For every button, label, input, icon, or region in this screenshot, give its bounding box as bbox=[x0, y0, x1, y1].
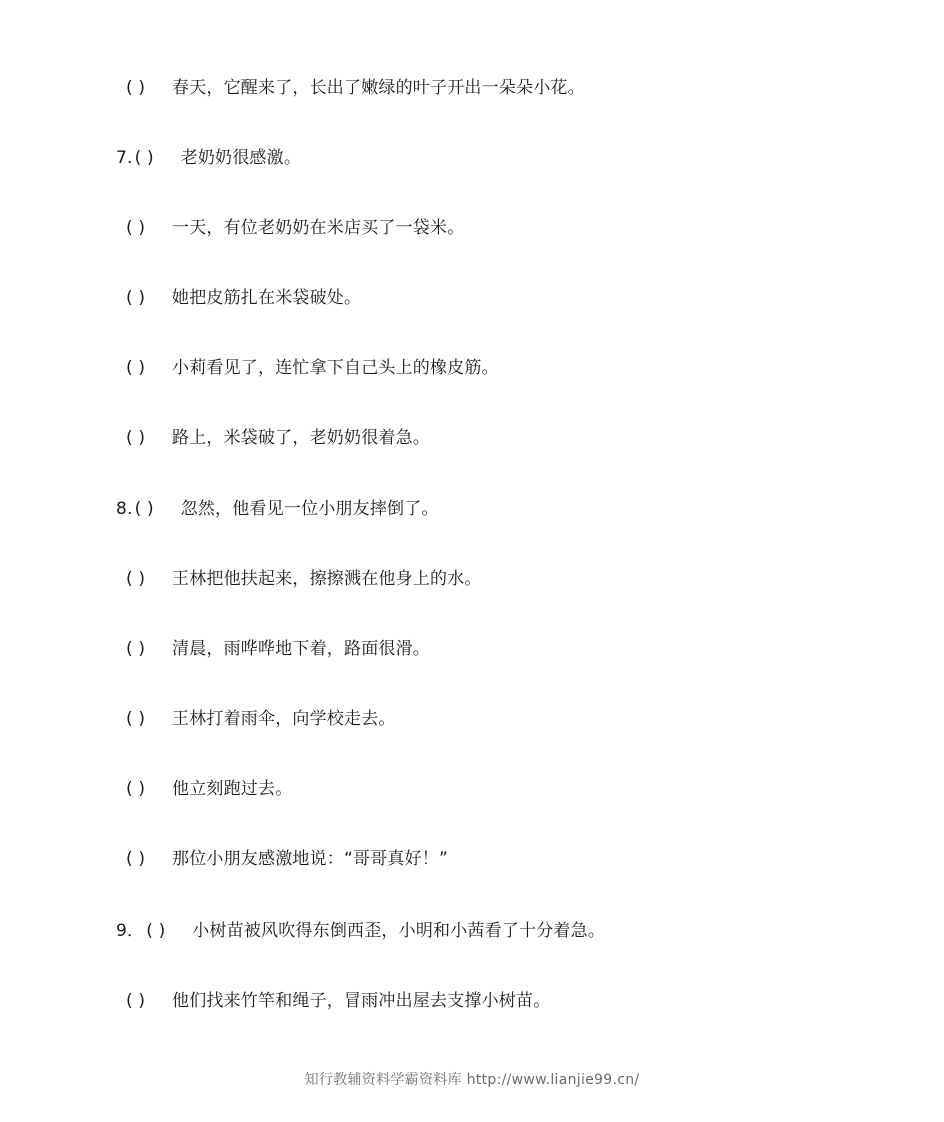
sentence-line bbox=[116, 919, 605, 943]
sentence-line bbox=[116, 777, 292, 801]
answer-blank: ( ) bbox=[126, 849, 146, 869]
sentence-line bbox=[116, 567, 482, 591]
sentence-line bbox=[116, 216, 464, 240]
sentence-text: 春天，它醒来了，长出了嫩绿的叶子开出一朵朵小花。 bbox=[172, 78, 585, 98]
sentence-text: 她把皮筋扎在米袋破处。 bbox=[172, 288, 362, 308]
page-footer-watermark: 知行教辅资料学霸资料库 http://www.lianjie99.cn/ bbox=[304, 1072, 640, 1088]
item-number: 9． bbox=[116, 921, 145, 941]
sentence-line bbox=[116, 707, 396, 731]
sentence-line bbox=[116, 356, 499, 380]
sentence-text: 王林把他扶起来，擦擦溅在他身上的水。 bbox=[172, 569, 482, 589]
item-number: 8. bbox=[116, 499, 133, 519]
item-number: 7. bbox=[116, 148, 133, 168]
sentence-text: 小莉看见了，连忙拿下自己头上的橡皮筋。 bbox=[172, 358, 499, 378]
sentence-text: 老奶奶很感激。 bbox=[180, 148, 302, 168]
sentence-line bbox=[116, 497, 439, 521]
sentence-line bbox=[116, 146, 301, 170]
sentence-text: 那位小朋友感激地说：“哥哥真好！” bbox=[172, 849, 449, 869]
sentence-text: 忽然，他看见一位小朋友摔倒了。 bbox=[180, 499, 439, 519]
sentence-text: 一天，有位老奶奶在米店买了一袋米。 bbox=[172, 218, 465, 238]
sentence-line bbox=[116, 847, 448, 871]
sentence-line bbox=[116, 989, 550, 1013]
sentence-text: 路上，米袋破了，老奶奶很着急。 bbox=[172, 428, 430, 448]
answer-blank: ( ) bbox=[126, 991, 146, 1011]
answer-blank: ( ) bbox=[126, 428, 146, 448]
answer-blank: ( ) bbox=[126, 569, 146, 589]
sentence-line bbox=[116, 76, 585, 100]
answer-blank: ( ) bbox=[126, 709, 146, 729]
answer-blank: ( ) bbox=[126, 358, 146, 378]
answer-blank: ( ) bbox=[126, 78, 146, 98]
sentence-line bbox=[116, 637, 430, 661]
sentence-text: 王林打着雨伞，向学校走去。 bbox=[172, 709, 396, 729]
sentence-line bbox=[116, 426, 430, 450]
answer-blank: ( ) bbox=[126, 779, 146, 799]
sentence-text: 小树苗被风吹得东倒西歪，小明和小茜看了十分着急。 bbox=[192, 921, 606, 941]
answer-blank: ( ) bbox=[126, 639, 146, 659]
sentence-text: 他们找来竹竿和绳子，冒雨冲出屋去支撑小树苗。 bbox=[172, 991, 551, 1011]
sentence-text: 清晨，雨哗哗地下着，路面很滑。 bbox=[172, 639, 430, 659]
answer-blank: ( ) bbox=[134, 499, 154, 519]
answer-blank: ( ) bbox=[134, 148, 154, 168]
answer-blank: ( ) bbox=[146, 921, 166, 941]
sentence-line bbox=[116, 286, 361, 310]
sentence-text: 他立刻跑过去。 bbox=[172, 779, 293, 799]
answer-blank: ( ) bbox=[126, 288, 146, 308]
answer-blank: ( ) bbox=[126, 218, 146, 238]
